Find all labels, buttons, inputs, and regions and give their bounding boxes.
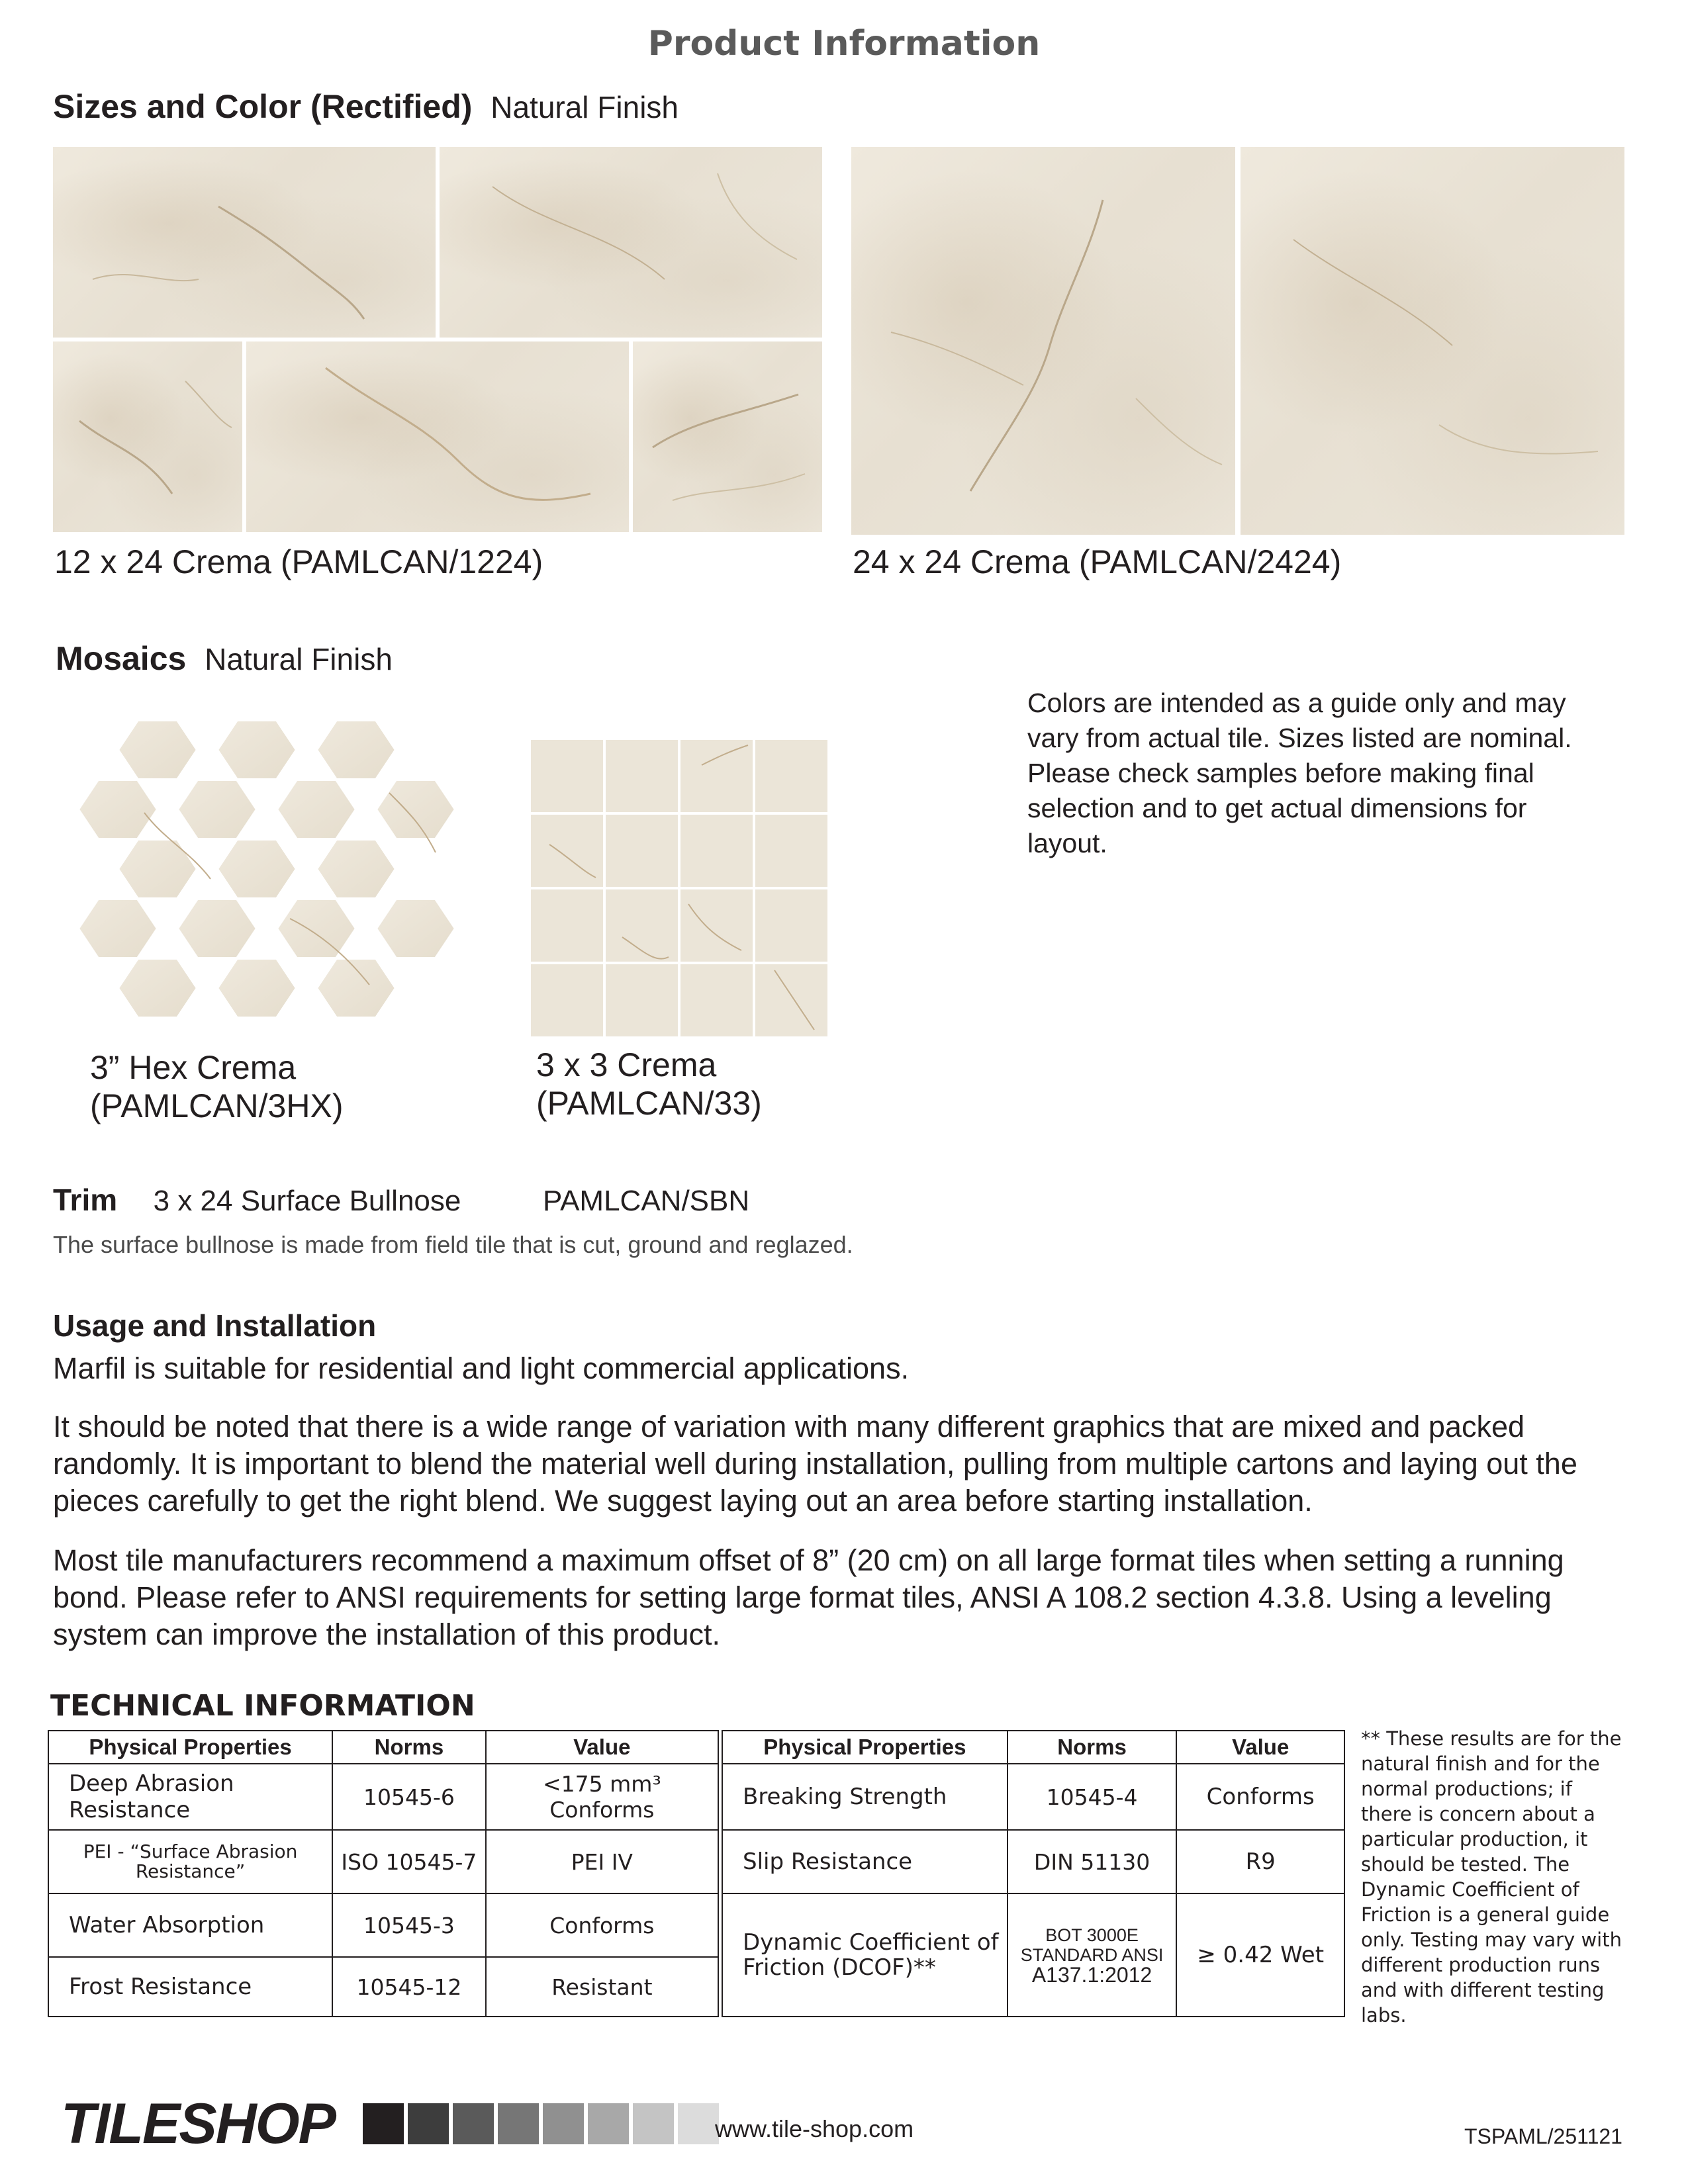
technical-table-left	[48, 1730, 719, 2017]
value-cell: PEI IV	[486, 1830, 718, 1893]
value-cell	[486, 1764, 718, 1830]
color-disclaimer: Colors are intended as a guide only and may vary from actual tile. Sizes listed are nominal. Please check samples before making final selection and to get actual dimensions for layout.	[1027, 688, 1572, 858]
trim-code: PAMLCAN/SBN	[543, 1185, 750, 1217]
caption-2424: 24 x 24 Crema (PAMLCAN/2424)	[853, 543, 1342, 580]
hex-caption-name: 3” Hex Crema	[90, 1049, 297, 1086]
value-cell: ≥ 0.42 Wet	[1176, 1893, 1344, 2017]
property-cell: Breaking Strength	[722, 1764, 1008, 1830]
tile-1224-e	[633, 341, 822, 532]
document-code: TSPAML/251121	[1464, 2124, 1622, 2148]
trim-row	[53, 1182, 461, 1218]
table-row	[722, 1893, 1344, 2017]
hex-mosaic-image	[78, 720, 455, 1024]
tile-1224-b	[440, 147, 822, 338]
swatch-5	[543, 2103, 584, 2144]
usage-paragraph-3: Most tile manufacturers recommend a maximum offset of 8” (20 cm) on all large format tiles when setting a running bond. Please refer to ANSI requirements for setting large format tiles, ANSI A 108.2 section 4.3.8. Using a leveling system can improve the installation of this product.	[53, 1543, 1564, 1651]
hex-caption	[90, 1048, 343, 1125]
trim-item: 3 x 24 Surface Bullnose	[153, 1185, 461, 1217]
table-header-row	[722, 1731, 1344, 1764]
caption-1224: 12 x 24 Crema (PAMLCAN/1224)	[54, 543, 543, 580]
norm-cell: 10545-3	[332, 1893, 486, 1957]
norm-cell: ISO 10545-7	[332, 1830, 486, 1893]
value-cell: Resistant	[486, 1957, 718, 2017]
norm-cell	[1008, 1893, 1177, 2017]
header-norms: Norms	[1008, 1731, 1177, 1764]
tile-2424-a	[851, 147, 1235, 535]
mosaics-finish: Natural Finish	[205, 642, 393, 676]
table-row	[722, 1764, 1344, 1830]
property-cell: Deep Abrasion Resistance	[48, 1764, 332, 1830]
square-caption-name: 3 x 3 Crema	[536, 1046, 717, 1083]
website-link[interactable]: www.tile-shop.com	[715, 2115, 914, 2142]
tile-2424-b	[1241, 147, 1624, 535]
table-row	[48, 1893, 718, 1957]
norm-cell: 10545-4	[1008, 1764, 1177, 1830]
square-mosaic-image	[530, 739, 829, 1038]
tileshop-logo: TILESHOP	[61, 2092, 336, 2156]
swatch-6	[588, 2103, 629, 2144]
norm-cell: DIN 51130	[1008, 1830, 1177, 1893]
value-cell: Conforms	[1176, 1764, 1344, 1830]
mosaics-heading-text: Mosaics	[56, 640, 187, 677]
mosaics-heading	[56, 639, 393, 678]
usage-paragraph-1: Marfil is suitable for residential and light commercial applications.	[53, 1351, 910, 1385]
table-header-row	[48, 1731, 718, 1764]
swatch-1	[363, 2103, 404, 2144]
tile-1224-a	[53, 147, 436, 338]
norm-line-3: A137.1:2012	[1031, 1963, 1152, 1987]
header-norms: Norms	[332, 1731, 486, 1764]
header-physical-properties: Physical Properties	[48, 1731, 332, 1764]
technical-heading: TECHNICAL INFORMATION	[50, 1689, 475, 1723]
header-value: Value	[1176, 1731, 1344, 1764]
norm-line-1: BOT 3000E	[1045, 1925, 1139, 1945]
usage-paragraph-2: It should be noted that there is a wide range of variation with many different graphics that are mixed and packed randomly. It is important to blend the material well during installation, pulling from multiple cartons and laying out the pieces carefully to get the right blend. We suggest laying out an area before starting installation.	[53, 1410, 1577, 1518]
property-cell: Frost Resistance	[48, 1957, 332, 2017]
swatch-2	[408, 2103, 449, 2144]
usage-heading: Usage and Installation	[53, 1308, 377, 1343]
value-line-1: <175 mm³	[543, 1771, 661, 1797]
table-row	[48, 1764, 718, 1830]
property-cell: PEI - “Surface Abrasion Resistance”	[48, 1830, 332, 1893]
property-cell: Slip Resistance	[722, 1830, 1008, 1893]
property-cell: Water Absorption	[48, 1893, 332, 1957]
sizes-heading	[53, 87, 679, 126]
swatch-7	[633, 2103, 674, 2144]
trim-label: Trim	[53, 1183, 118, 1217]
sizes-finish: Natural Finish	[491, 90, 679, 124]
page-title: Product Information	[647, 24, 1041, 64]
technical-side-note: ** These results are for the natural finish and for the normal productions; if there is concern about a particular production, it should be tested. The Dynamic Coefficient of Friction is a general guide only. Testing may vary with different production runs and with different testing labs.	[1361, 1727, 1622, 2026]
property-cell: Dynamic Coefficient of Friction (DCOF)**	[722, 1893, 1008, 2017]
table-row	[722, 1830, 1344, 1893]
tile-1224-c	[53, 341, 242, 532]
table-row	[48, 1830, 718, 1893]
header-physical-properties: Physical Properties	[722, 1731, 1008, 1764]
sizes-heading-text: Sizes and Color (Rectified)	[53, 88, 473, 125]
norm-cell: 10545-12	[332, 1957, 486, 2017]
norm-cell: 10545-6	[332, 1764, 486, 1830]
trim-note: The surface bullnose is made from field tile that is cut, ground and reglazed.	[53, 1231, 853, 1258]
hex-caption-code: (PAMLCAN/3HX)	[90, 1087, 344, 1124]
value-cell: Conforms	[486, 1893, 718, 1957]
value-line-2: Conforms	[549, 1797, 655, 1823]
header-value: Value	[486, 1731, 718, 1764]
technical-table-right	[722, 1730, 1345, 2017]
swatch-8	[678, 2103, 719, 2144]
table-row	[48, 1957, 718, 2017]
square-caption-code: (PAMLCAN/33)	[536, 1085, 762, 1122]
value-cell: R9	[1176, 1830, 1344, 1893]
norm-line-2: STANDARD ANSI	[1020, 1945, 1164, 1965]
square-caption	[536, 1046, 762, 1122]
square-mosaic-grid	[530, 739, 829, 1038]
swatch-4	[498, 2103, 539, 2144]
tile-1224-d	[246, 341, 629, 532]
swatch-3	[453, 2103, 494, 2144]
